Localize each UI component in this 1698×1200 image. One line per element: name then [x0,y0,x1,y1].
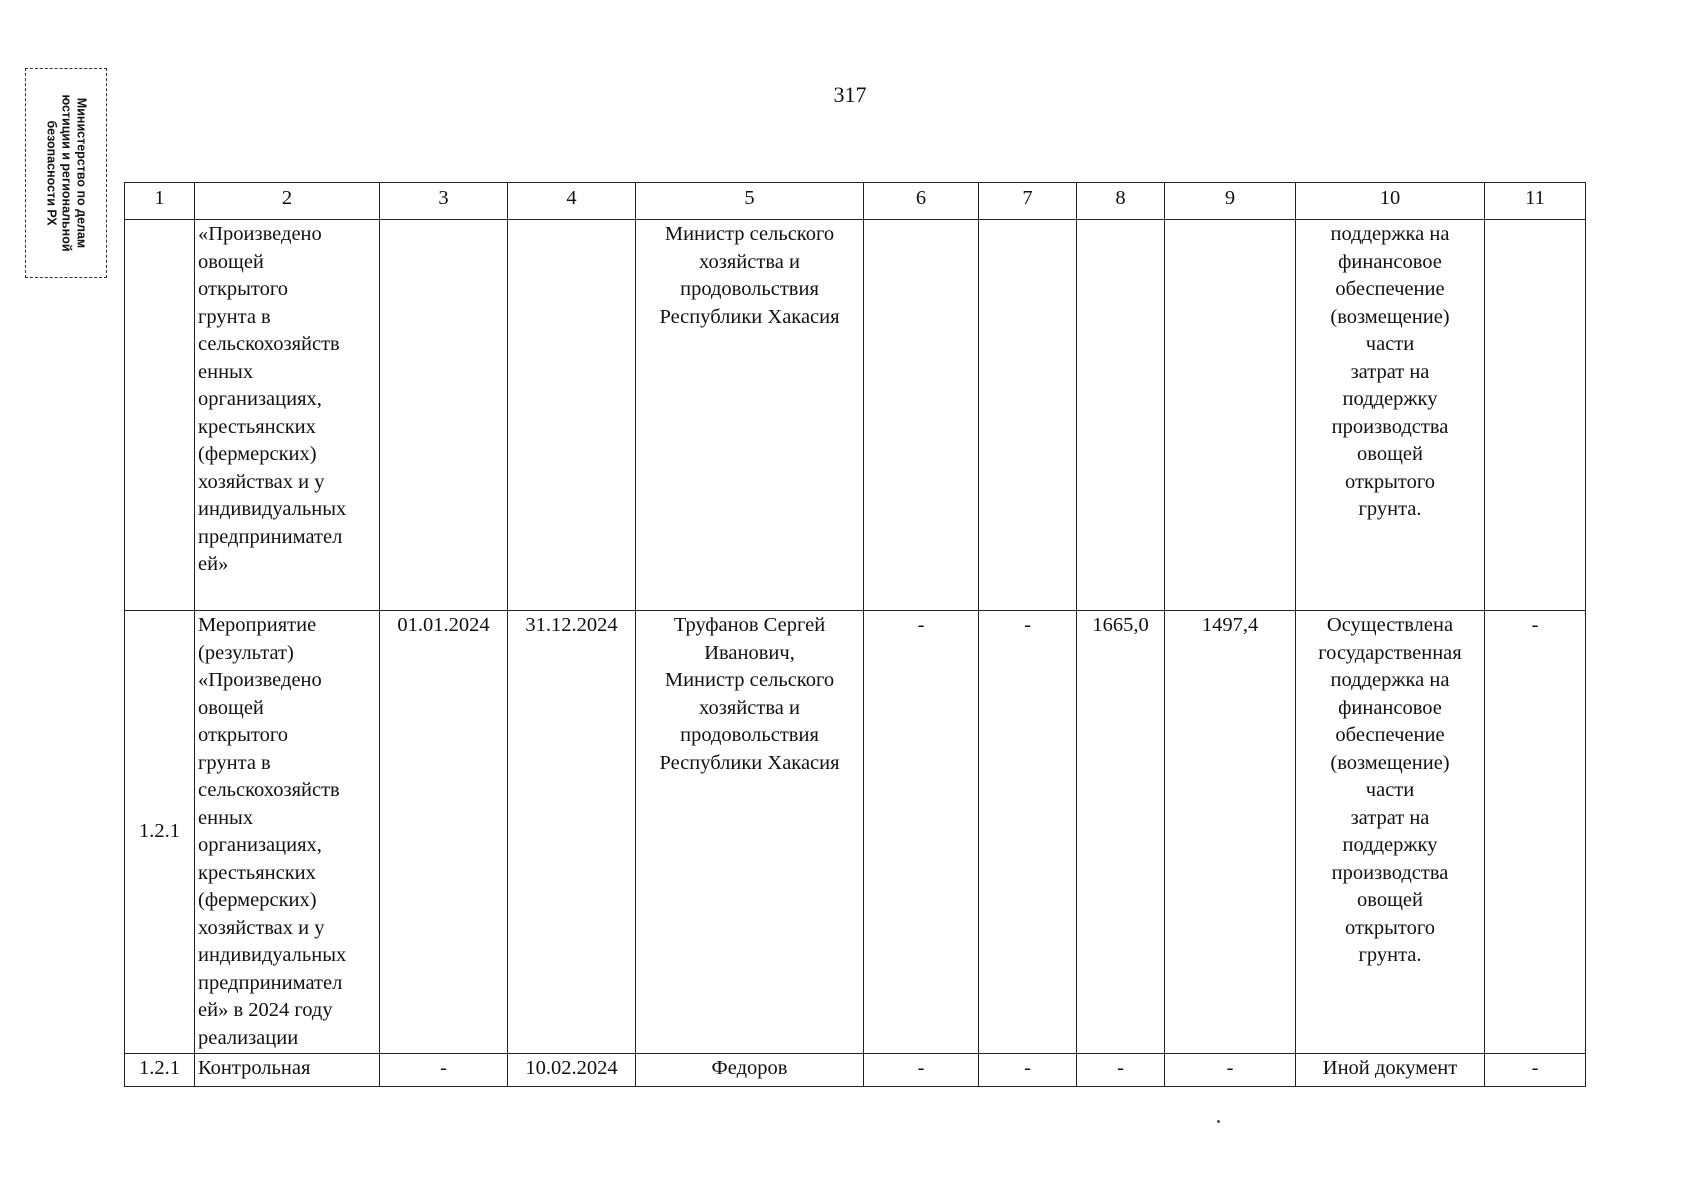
header-cell: 1 [125,183,195,220]
actual-amount-cell: 1497,4 [1165,611,1296,1054]
col6-cell: - [864,611,979,1054]
header-cell: 4 [508,183,636,220]
col7-cell: - [979,611,1077,1054]
plan-amount-cell: - [1077,1054,1165,1087]
stamp-line: Министерство по делам [74,97,89,249]
col6-cell [864,220,979,611]
page-number: 317 [833,82,867,107]
name-cell: Контрольная [195,1054,380,1087]
end-date-cell: 10.02.2024 [508,1054,636,1087]
col7-cell: - [979,1054,1077,1087]
header-cell: 3 [380,183,508,220]
responsible-cell: Труфанов Сергей Иванович, Министр сельского хозяйства и продовольствия Республики Хакасия [636,611,864,1054]
header-cell: 5 [636,183,864,220]
registration-stamp [25,68,107,278]
col11-cell: - [1485,611,1586,1054]
header-cell: 9 [1165,183,1296,220]
table-row [125,611,1586,1054]
result-cell: Иной документ [1296,1054,1485,1087]
actual-amount-cell: - [1165,1054,1296,1087]
responsible-cell: Федоров [636,1054,864,1087]
header-cell: 2 [195,183,380,220]
col11-cell: - [1485,1054,1586,1087]
stamp-line: юстиции и региональной [59,94,74,252]
stamp-line: безопасности РХ [44,120,59,226]
header-cell: 8 [1077,183,1165,220]
table-row [125,220,1586,611]
result-cell: поддержка на финансовое обеспечение (возмещение) части затрат на поддержку производства овощей открытого грунта. [1296,220,1485,611]
header-cell: 10 [1296,183,1485,220]
start-date-cell: - [380,1054,508,1087]
scan-speck [1217,1120,1220,1123]
end-date-cell: 31.12.2024 [508,611,636,1054]
start-date-cell: 01.01.2024 [380,611,508,1054]
row-number-cell [125,220,195,611]
name-cell: Мероприятие (результат) «Произведено овощей открытого грунта в сельскохозяйств енных организациях, крестьянских (фермерских) хозяйствах и у индивидуальных предпринимател ей» в 2024 году реализации [195,611,380,1054]
actual-amount-cell [1165,220,1296,611]
responsible-cell: Министр сельского хозяйства и продовольствия Республики Хакасия [636,220,864,611]
header-cell: 11 [1485,183,1586,220]
column-number-header [125,183,1586,220]
table-row [125,1054,1586,1087]
end-date-cell [508,220,636,611]
row-number-cell: 1.2.1 [125,611,195,1054]
col7-cell [979,220,1077,611]
name-cell: «Произведено овощей открытого грунта в сельскохозяйств енных организациях, крестьянских (фермерских) хозяйствах и у индивидуальных предпринимател ей» [195,220,380,611]
report-table [124,182,1586,1087]
start-date-cell [380,220,508,611]
header-cell: 6 [864,183,979,220]
plan-amount-cell: 1665,0 [1077,611,1165,1054]
result-cell: Осуществлена государственная поддержка на финансовое обеспечение (возмещение) части затрат на поддержку производства овощей открытого грунта. [1296,611,1485,1054]
header-cell: 7 [979,183,1077,220]
col11-cell [1485,220,1586,611]
row-number-cell: 1.2.1 [125,1054,195,1087]
col6-cell: - [864,1054,979,1087]
plan-amount-cell [1077,220,1165,611]
